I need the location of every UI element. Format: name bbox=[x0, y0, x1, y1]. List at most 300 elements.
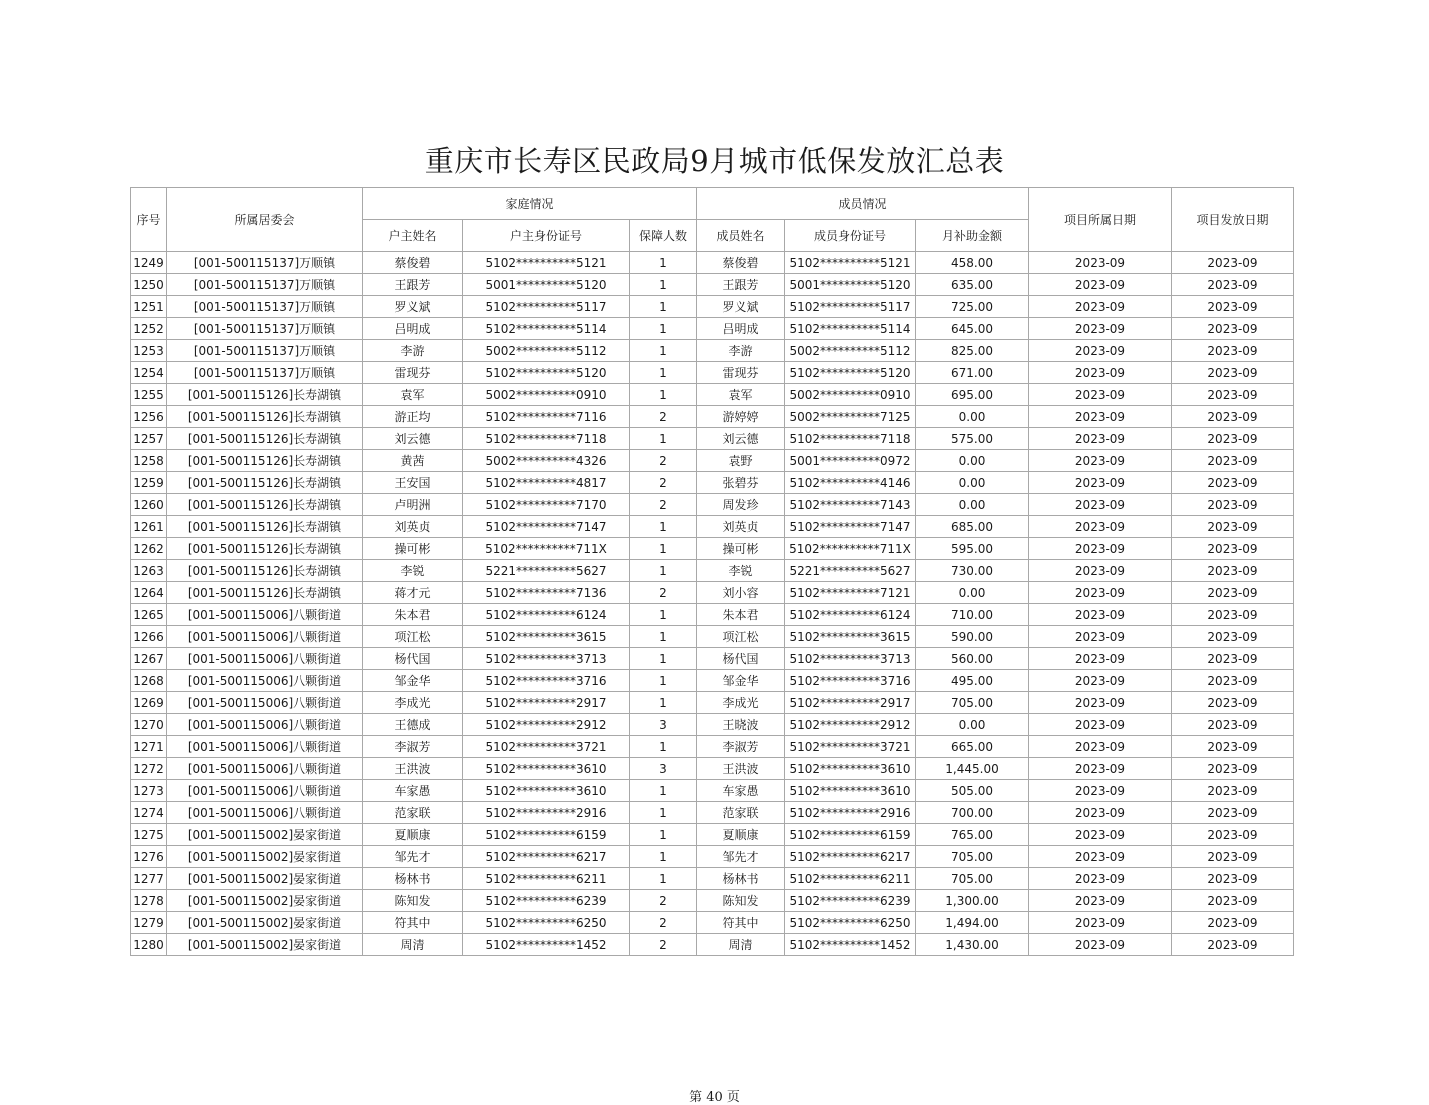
issue-date-cell: 2023-09 bbox=[1172, 340, 1294, 362]
project-date-cell: 2023-09 bbox=[1029, 934, 1172, 956]
member-id-cell: 5102**********3615 bbox=[785, 626, 916, 648]
issue-date-cell: 2023-09 bbox=[1172, 934, 1294, 956]
seq-cell: 1255 bbox=[131, 384, 167, 406]
amount-cell: 685.00 bbox=[916, 516, 1029, 538]
member-id-cell: 5102**********6124 bbox=[785, 604, 916, 626]
head-id-cell: 5102**********6250 bbox=[463, 912, 630, 934]
project-date-cell: 2023-09 bbox=[1029, 516, 1172, 538]
project-date-cell: 2023-09 bbox=[1029, 802, 1172, 824]
head-id-cell: 5002**********4326 bbox=[463, 450, 630, 472]
table-row bbox=[131, 516, 1294, 538]
count-cell: 1 bbox=[630, 604, 697, 626]
member-id-cell: 5102**********3610 bbox=[785, 780, 916, 802]
seq-cell: 1257 bbox=[131, 428, 167, 450]
seq-cell: 1277 bbox=[131, 868, 167, 890]
amount-cell: 765.00 bbox=[916, 824, 1029, 846]
head-id-cell: 5102**********6159 bbox=[463, 824, 630, 846]
member-id-cell: 5102**********711X bbox=[785, 538, 916, 560]
seq-cell: 1250 bbox=[131, 274, 167, 296]
count-cell: 1 bbox=[630, 252, 697, 274]
amount-cell: 695.00 bbox=[916, 384, 1029, 406]
member-name-cell: 蔡俊碧 bbox=[697, 252, 785, 274]
seq-cell: 1268 bbox=[131, 670, 167, 692]
count-cell: 2 bbox=[630, 582, 697, 604]
head-id-cell: 5102**********2917 bbox=[463, 692, 630, 714]
seq-cell: 1259 bbox=[131, 472, 167, 494]
member-name-cell: 王跟芳 bbox=[697, 274, 785, 296]
head-name-cell: 王跟芳 bbox=[363, 274, 463, 296]
amount-cell: 590.00 bbox=[916, 626, 1029, 648]
head-name-cell: 朱本君 bbox=[363, 604, 463, 626]
seq-cell: 1273 bbox=[131, 780, 167, 802]
relief-summary-table bbox=[130, 187, 1294, 956]
header-member-group: 成员情况 bbox=[697, 188, 1029, 220]
issue-date-cell: 2023-09 bbox=[1172, 406, 1294, 428]
project-date-cell: 2023-09 bbox=[1029, 340, 1172, 362]
head-name-cell: 王德成 bbox=[363, 714, 463, 736]
amount-cell: 671.00 bbox=[916, 362, 1029, 384]
amount-cell: 575.00 bbox=[916, 428, 1029, 450]
project-date-cell: 2023-09 bbox=[1029, 362, 1172, 384]
committee-cell: [001-500115126]长寿湖镇 bbox=[167, 428, 363, 450]
count-cell: 2 bbox=[630, 450, 697, 472]
head-id-cell: 5102**********5120 bbox=[463, 362, 630, 384]
committee-cell: [001-500115002]晏家街道 bbox=[167, 912, 363, 934]
member-name-cell: 杨代国 bbox=[697, 648, 785, 670]
issue-date-cell: 2023-09 bbox=[1172, 494, 1294, 516]
header-member-id: 成员身份证号 bbox=[785, 220, 916, 252]
head-id-cell: 5102**********7118 bbox=[463, 428, 630, 450]
committee-cell: [001-500115002]晏家街道 bbox=[167, 890, 363, 912]
amount-cell: 505.00 bbox=[916, 780, 1029, 802]
count-cell: 1 bbox=[630, 362, 697, 384]
count-cell: 3 bbox=[630, 714, 697, 736]
project-date-cell: 2023-09 bbox=[1029, 692, 1172, 714]
head-id-cell: 5102**********7147 bbox=[463, 516, 630, 538]
seq-cell: 1254 bbox=[131, 362, 167, 384]
member-name-cell: 袁军 bbox=[697, 384, 785, 406]
amount-cell: 705.00 bbox=[916, 692, 1029, 714]
head-id-cell: 5221**********5627 bbox=[463, 560, 630, 582]
head-name-cell: 范家联 bbox=[363, 802, 463, 824]
member-id-cell: 5102**********3716 bbox=[785, 670, 916, 692]
issue-date-cell: 2023-09 bbox=[1172, 472, 1294, 494]
amount-cell: 0.00 bbox=[916, 450, 1029, 472]
head-id-cell: 5102**********3716 bbox=[463, 670, 630, 692]
head-name-cell: 刘云德 bbox=[363, 428, 463, 450]
seq-cell: 1267 bbox=[131, 648, 167, 670]
member-id-cell: 5102**********7143 bbox=[785, 494, 916, 516]
member-name-cell: 车家愚 bbox=[697, 780, 785, 802]
table-row bbox=[131, 318, 1294, 340]
table-row bbox=[131, 934, 1294, 956]
committee-cell: [001-500115126]长寿湖镇 bbox=[167, 582, 363, 604]
committee-cell: [001-500115002]晏家街道 bbox=[167, 934, 363, 956]
count-cell: 1 bbox=[630, 296, 697, 318]
member-name-cell: 李游 bbox=[697, 340, 785, 362]
head-name-cell: 雷现芬 bbox=[363, 362, 463, 384]
member-id-cell: 5102**********6217 bbox=[785, 846, 916, 868]
member-id-cell: 5102**********2916 bbox=[785, 802, 916, 824]
issue-date-cell: 2023-09 bbox=[1172, 428, 1294, 450]
amount-cell: 700.00 bbox=[916, 802, 1029, 824]
head-id-cell: 5102**********5114 bbox=[463, 318, 630, 340]
head-id-cell: 5102**********3713 bbox=[463, 648, 630, 670]
issue-date-cell: 2023-09 bbox=[1172, 362, 1294, 384]
head-name-cell: 杨代国 bbox=[363, 648, 463, 670]
member-id-cell: 5102**********3713 bbox=[785, 648, 916, 670]
committee-cell: [001-500115126]长寿湖镇 bbox=[167, 384, 363, 406]
amount-cell: 0.00 bbox=[916, 406, 1029, 428]
count-cell: 2 bbox=[630, 472, 697, 494]
member-id-cell: 5102**********3610 bbox=[785, 758, 916, 780]
member-name-cell: 雷现芬 bbox=[697, 362, 785, 384]
member-name-cell: 周发珍 bbox=[697, 494, 785, 516]
head-name-cell: 李游 bbox=[363, 340, 463, 362]
head-id-cell: 5102**********7136 bbox=[463, 582, 630, 604]
issue-date-cell: 2023-09 bbox=[1172, 802, 1294, 824]
seq-cell: 1251 bbox=[131, 296, 167, 318]
table-row bbox=[131, 560, 1294, 582]
count-cell: 3 bbox=[630, 758, 697, 780]
issue-date-cell: 2023-09 bbox=[1172, 890, 1294, 912]
table-row bbox=[131, 692, 1294, 714]
head-name-cell: 周清 bbox=[363, 934, 463, 956]
table-row bbox=[131, 648, 1294, 670]
member-name-cell: 刘英贞 bbox=[697, 516, 785, 538]
header-family-group: 家庭情况 bbox=[363, 188, 697, 220]
amount-cell: 825.00 bbox=[916, 340, 1029, 362]
amount-cell: 1,300.00 bbox=[916, 890, 1029, 912]
issue-date-cell: 2023-09 bbox=[1172, 604, 1294, 626]
committee-cell: [001-500115137]万顺镇 bbox=[167, 274, 363, 296]
project-date-cell: 2023-09 bbox=[1029, 736, 1172, 758]
count-cell: 1 bbox=[630, 670, 697, 692]
member-id-cell: 5102**********2917 bbox=[785, 692, 916, 714]
head-id-cell: 5102**********6124 bbox=[463, 604, 630, 626]
page-number: 第 40 页 bbox=[689, 1090, 740, 1105]
table-row bbox=[131, 824, 1294, 846]
count-cell: 2 bbox=[630, 890, 697, 912]
member-id-cell: 5102**********6250 bbox=[785, 912, 916, 934]
seq-cell: 1276 bbox=[131, 846, 167, 868]
project-date-cell: 2023-09 bbox=[1029, 274, 1172, 296]
table-row bbox=[131, 472, 1294, 494]
issue-date-cell: 2023-09 bbox=[1172, 516, 1294, 538]
table-row bbox=[131, 252, 1294, 274]
table-row bbox=[131, 428, 1294, 450]
head-name-cell: 王安国 bbox=[363, 472, 463, 494]
member-name-cell: 李成光 bbox=[697, 692, 785, 714]
head-name-cell: 李锐 bbox=[363, 560, 463, 582]
project-date-cell: 2023-09 bbox=[1029, 450, 1172, 472]
seq-cell: 1264 bbox=[131, 582, 167, 604]
member-name-cell: 王洪波 bbox=[697, 758, 785, 780]
header-committee: 所属居委会 bbox=[167, 188, 363, 252]
count-cell: 1 bbox=[630, 560, 697, 582]
count-cell: 2 bbox=[630, 494, 697, 516]
committee-cell: [001-500115126]长寿湖镇 bbox=[167, 538, 363, 560]
head-id-cell: 5102**********7170 bbox=[463, 494, 630, 516]
table-row bbox=[131, 758, 1294, 780]
head-name-cell: 李成光 bbox=[363, 692, 463, 714]
issue-date-cell: 2023-09 bbox=[1172, 648, 1294, 670]
table-row bbox=[131, 868, 1294, 890]
member-name-cell: 邹先才 bbox=[697, 846, 785, 868]
amount-cell: 595.00 bbox=[916, 538, 1029, 560]
member-name-cell: 吕明成 bbox=[697, 318, 785, 340]
issue-date-cell: 2023-09 bbox=[1172, 714, 1294, 736]
seq-cell: 1266 bbox=[131, 626, 167, 648]
seq-cell: 1252 bbox=[131, 318, 167, 340]
member-id-cell: 5102**********1452 bbox=[785, 934, 916, 956]
committee-cell: [001-500115006]八颗街道 bbox=[167, 802, 363, 824]
count-cell: 1 bbox=[630, 318, 697, 340]
issue-date-cell: 2023-09 bbox=[1172, 736, 1294, 758]
project-date-cell: 2023-09 bbox=[1029, 824, 1172, 846]
issue-date-cell: 2023-09 bbox=[1172, 692, 1294, 714]
amount-cell: 560.00 bbox=[916, 648, 1029, 670]
count-cell: 1 bbox=[630, 428, 697, 450]
project-date-cell: 2023-09 bbox=[1029, 648, 1172, 670]
project-date-cell: 2023-09 bbox=[1029, 296, 1172, 318]
seq-cell: 1269 bbox=[131, 692, 167, 714]
project-date-cell: 2023-09 bbox=[1029, 714, 1172, 736]
committee-cell: [001-500115006]八颗街道 bbox=[167, 604, 363, 626]
count-cell: 1 bbox=[630, 626, 697, 648]
head-name-cell: 邹金华 bbox=[363, 670, 463, 692]
head-name-cell: 罗义斌 bbox=[363, 296, 463, 318]
amount-cell: 0.00 bbox=[916, 714, 1029, 736]
member-id-cell: 5102**********5121 bbox=[785, 252, 916, 274]
amount-cell: 710.00 bbox=[916, 604, 1029, 626]
amount-cell: 1,494.00 bbox=[916, 912, 1029, 934]
member-name-cell: 张碧芬 bbox=[697, 472, 785, 494]
head-name-cell: 刘英贞 bbox=[363, 516, 463, 538]
page-title: 重庆市长寿区民政局9月城市低保发放汇总表 bbox=[424, 144, 1005, 178]
committee-cell: [001-500115002]晏家街道 bbox=[167, 824, 363, 846]
member-id-cell: 5102**********7118 bbox=[785, 428, 916, 450]
count-cell: 1 bbox=[630, 538, 697, 560]
table-row bbox=[131, 538, 1294, 560]
head-id-cell: 5102**********7116 bbox=[463, 406, 630, 428]
committee-cell: [001-500115006]八颗街道 bbox=[167, 714, 363, 736]
committee-cell: [001-500115137]万顺镇 bbox=[167, 340, 363, 362]
member-name-cell: 刘小容 bbox=[697, 582, 785, 604]
member-name-cell: 范家联 bbox=[697, 802, 785, 824]
member-id-cell: 5102**********5120 bbox=[785, 362, 916, 384]
count-cell: 1 bbox=[630, 274, 697, 296]
committee-cell: [001-500115006]八颗街道 bbox=[167, 692, 363, 714]
issue-date-cell: 2023-09 bbox=[1172, 296, 1294, 318]
table-row bbox=[131, 714, 1294, 736]
head-id-cell: 5102**********6239 bbox=[463, 890, 630, 912]
member-name-cell: 朱本君 bbox=[697, 604, 785, 626]
member-id-cell: 5102**********7121 bbox=[785, 582, 916, 604]
seq-cell: 1275 bbox=[131, 824, 167, 846]
member-id-cell: 5102**********6239 bbox=[785, 890, 916, 912]
project-date-cell: 2023-09 bbox=[1029, 846, 1172, 868]
committee-cell: [001-500115006]八颗街道 bbox=[167, 670, 363, 692]
head-name-cell: 黄茜 bbox=[363, 450, 463, 472]
member-name-cell: 邹金华 bbox=[697, 670, 785, 692]
member-name-cell: 夏顺康 bbox=[697, 824, 785, 846]
member-name-cell: 李锐 bbox=[697, 560, 785, 582]
head-id-cell: 5002**********5112 bbox=[463, 340, 630, 362]
amount-cell: 495.00 bbox=[916, 670, 1029, 692]
committee-cell: [001-500115126]长寿湖镇 bbox=[167, 516, 363, 538]
member-id-cell: 5102**********5117 bbox=[785, 296, 916, 318]
member-id-cell: 5221**********5627 bbox=[785, 560, 916, 582]
member-name-cell: 项江松 bbox=[697, 626, 785, 648]
count-cell: 2 bbox=[630, 406, 697, 428]
count-cell: 1 bbox=[630, 692, 697, 714]
member-id-cell: 5002**********7125 bbox=[785, 406, 916, 428]
table-row bbox=[131, 296, 1294, 318]
project-date-cell: 2023-09 bbox=[1029, 890, 1172, 912]
committee-cell: [001-500115137]万顺镇 bbox=[167, 296, 363, 318]
head-id-cell: 5102**********3610 bbox=[463, 758, 630, 780]
member-name-cell: 刘云德 bbox=[697, 428, 785, 450]
count-cell: 1 bbox=[630, 648, 697, 670]
issue-date-cell: 2023-09 bbox=[1172, 780, 1294, 802]
head-name-cell: 陈知发 bbox=[363, 890, 463, 912]
member-name-cell: 周清 bbox=[697, 934, 785, 956]
count-cell: 2 bbox=[630, 912, 697, 934]
table-row bbox=[131, 604, 1294, 626]
count-cell: 1 bbox=[630, 780, 697, 802]
head-id-cell: 5102**********2916 bbox=[463, 802, 630, 824]
member-name-cell: 符其中 bbox=[697, 912, 785, 934]
head-id-cell: 5002**********0910 bbox=[463, 384, 630, 406]
member-id-cell: 5102**********6211 bbox=[785, 868, 916, 890]
table-row bbox=[131, 670, 1294, 692]
committee-cell: [001-500115006]八颗街道 bbox=[167, 626, 363, 648]
table-row bbox=[131, 340, 1294, 362]
amount-cell: 0.00 bbox=[916, 582, 1029, 604]
count-cell: 1 bbox=[630, 516, 697, 538]
head-name-cell: 游正均 bbox=[363, 406, 463, 428]
committee-cell: [001-500115006]八颗街道 bbox=[167, 758, 363, 780]
head-id-cell: 5102**********3721 bbox=[463, 736, 630, 758]
seq-cell: 1258 bbox=[131, 450, 167, 472]
table-row bbox=[131, 846, 1294, 868]
project-date-cell: 2023-09 bbox=[1029, 252, 1172, 274]
head-id-cell: 5102**********5117 bbox=[463, 296, 630, 318]
seq-cell: 1280 bbox=[131, 934, 167, 956]
amount-cell: 1,430.00 bbox=[916, 934, 1029, 956]
table-row bbox=[131, 494, 1294, 516]
seq-cell: 1270 bbox=[131, 714, 167, 736]
seq-cell: 1262 bbox=[131, 538, 167, 560]
table-row bbox=[131, 890, 1294, 912]
table-row bbox=[131, 626, 1294, 648]
header-count: 保障人数 bbox=[630, 220, 697, 252]
seq-cell: 1249 bbox=[131, 252, 167, 274]
head-id-cell: 5102**********3615 bbox=[463, 626, 630, 648]
head-name-cell: 邹先才 bbox=[363, 846, 463, 868]
head-id-cell: 5102**********6217 bbox=[463, 846, 630, 868]
member-id-cell: 5102**********7147 bbox=[785, 516, 916, 538]
table-row bbox=[131, 450, 1294, 472]
count-cell: 1 bbox=[630, 824, 697, 846]
issue-date-cell: 2023-09 bbox=[1172, 450, 1294, 472]
header-head-name: 户主姓名 bbox=[363, 220, 463, 252]
seq-cell: 1260 bbox=[131, 494, 167, 516]
head-id-cell: 5102**********4817 bbox=[463, 472, 630, 494]
head-id-cell: 5102**********711X bbox=[463, 538, 630, 560]
project-date-cell: 2023-09 bbox=[1029, 472, 1172, 494]
amount-cell: 0.00 bbox=[916, 472, 1029, 494]
amount-cell: 458.00 bbox=[916, 252, 1029, 274]
head-name-cell: 袁军 bbox=[363, 384, 463, 406]
head-id-cell: 5001**********5120 bbox=[463, 274, 630, 296]
head-id-cell: 5102**********5121 bbox=[463, 252, 630, 274]
committee-cell: [001-500115002]晏家街道 bbox=[167, 846, 363, 868]
table-row bbox=[131, 384, 1294, 406]
amount-cell: 635.00 bbox=[916, 274, 1029, 296]
committee-cell: [001-500115006]八颗街道 bbox=[167, 648, 363, 670]
head-name-cell: 符其中 bbox=[363, 912, 463, 934]
table-row bbox=[131, 406, 1294, 428]
committee-cell: [001-500115137]万顺镇 bbox=[167, 318, 363, 340]
member-name-cell: 陈知发 bbox=[697, 890, 785, 912]
issue-date-cell: 2023-09 bbox=[1172, 912, 1294, 934]
table-row bbox=[131, 912, 1294, 934]
head-name-cell: 操可彬 bbox=[363, 538, 463, 560]
member-id-cell: 5001**********0972 bbox=[785, 450, 916, 472]
head-name-cell: 夏顺康 bbox=[363, 824, 463, 846]
count-cell: 1 bbox=[630, 868, 697, 890]
project-date-cell: 2023-09 bbox=[1029, 406, 1172, 428]
amount-cell: 730.00 bbox=[916, 560, 1029, 582]
header-head-id: 户主身份证号 bbox=[463, 220, 630, 252]
table-row bbox=[131, 736, 1294, 758]
issue-date-cell: 2023-09 bbox=[1172, 252, 1294, 274]
table-row bbox=[131, 802, 1294, 824]
seq-cell: 1279 bbox=[131, 912, 167, 934]
table-row bbox=[131, 274, 1294, 296]
table-row bbox=[131, 582, 1294, 604]
head-id-cell: 5102**********3610 bbox=[463, 780, 630, 802]
head-name-cell: 蒋才元 bbox=[363, 582, 463, 604]
member-name-cell: 杨林书 bbox=[697, 868, 785, 890]
committee-cell: [001-500115137]万顺镇 bbox=[167, 362, 363, 384]
committee-cell: [001-500115006]八颗街道 bbox=[167, 736, 363, 758]
table-body bbox=[131, 252, 1294, 956]
issue-date-cell: 2023-09 bbox=[1172, 824, 1294, 846]
header-seq: 序号 bbox=[131, 188, 167, 252]
member-id-cell: 5002**********0910 bbox=[785, 384, 916, 406]
seq-cell: 1253 bbox=[131, 340, 167, 362]
issue-date-cell: 2023-09 bbox=[1172, 318, 1294, 340]
head-name-cell: 项江松 bbox=[363, 626, 463, 648]
head-name-cell: 蔡俊碧 bbox=[363, 252, 463, 274]
seq-cell: 1256 bbox=[131, 406, 167, 428]
project-date-cell: 2023-09 bbox=[1029, 384, 1172, 406]
issue-date-cell: 2023-09 bbox=[1172, 538, 1294, 560]
amount-cell: 645.00 bbox=[916, 318, 1029, 340]
committee-cell: [001-500115137]万顺镇 bbox=[167, 252, 363, 274]
project-date-cell: 2023-09 bbox=[1029, 582, 1172, 604]
count-cell: 2 bbox=[630, 934, 697, 956]
amount-cell: 0.00 bbox=[916, 494, 1029, 516]
project-date-cell: 2023-09 bbox=[1029, 494, 1172, 516]
committee-cell: [001-500115126]长寿湖镇 bbox=[167, 472, 363, 494]
seq-cell: 1271 bbox=[131, 736, 167, 758]
project-date-cell: 2023-09 bbox=[1029, 538, 1172, 560]
issue-date-cell: 2023-09 bbox=[1172, 758, 1294, 780]
